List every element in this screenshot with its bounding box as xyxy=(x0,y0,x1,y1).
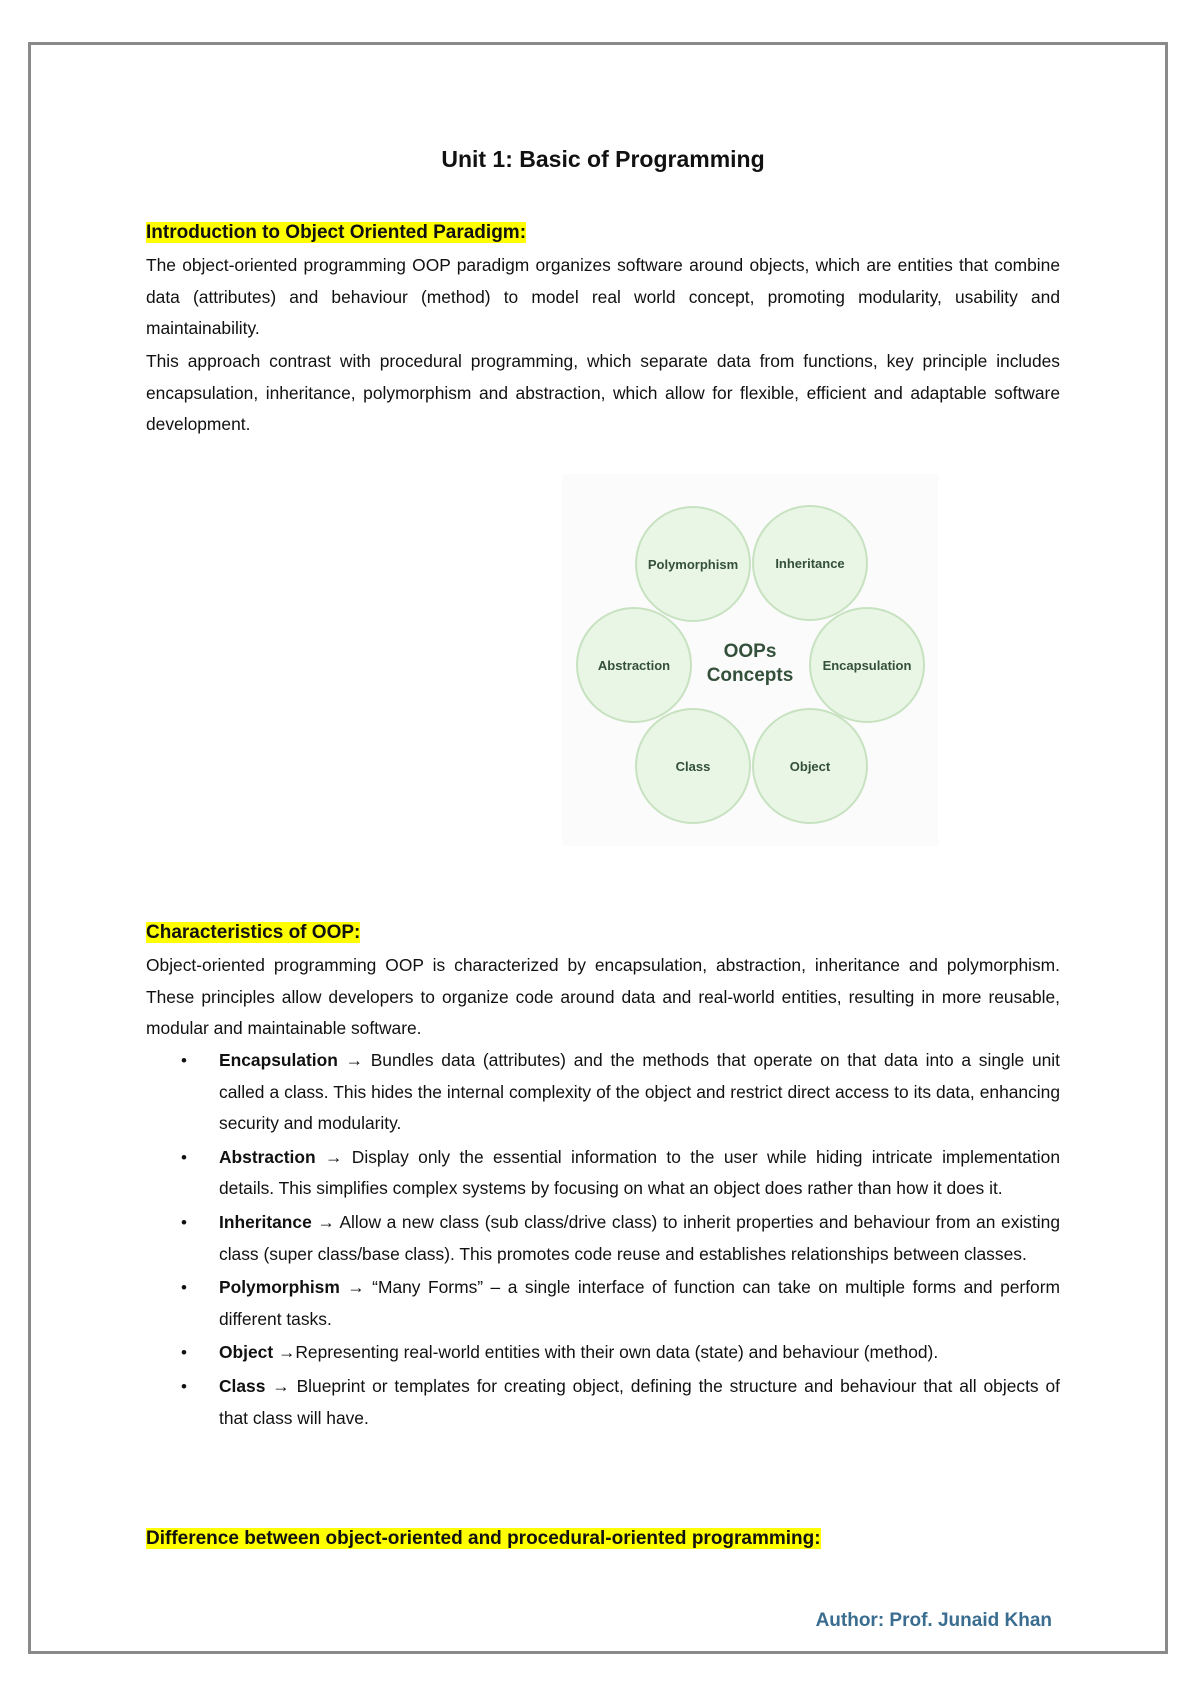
footer-author: Author: Prof. Junaid Khan xyxy=(815,1610,1052,1631)
intro-heading xyxy=(146,222,526,244)
bullet-glyph: • xyxy=(181,1051,187,1070)
bullet-text: → Allow a new class (sub class/drive class) to inherit properties and behaviour from an existing class (super class/base class). This promotes code reuse and establishes relationships between classes. xyxy=(219,1211,1060,1264)
bullet-text: → “Many Forms” – a single interface of function can take on multiple forms and perform different tasks. xyxy=(219,1277,1060,1329)
characteristics-heading-text: Characteristics of OOP: xyxy=(146,922,361,943)
intro-paragraph-1: The object-oriented programming OOP paradigm organizes software around objects, which are entities that combine data (attributes) and behaviour (method) to model real world concept, promoting modularity, usability and maintainability. xyxy=(146,255,1060,339)
node-label-polymorphism: Polymorphism xyxy=(647,557,739,572)
bullet-glyph: • xyxy=(181,1147,187,1167)
bullet-glyph: • xyxy=(181,1343,187,1363)
bullet-term: Object xyxy=(219,1342,274,1363)
circle-inheritance xyxy=(753,506,867,620)
difference-heading xyxy=(146,1528,821,1550)
bullet-glyph: • xyxy=(181,1212,187,1232)
circle-abstraction xyxy=(577,608,691,722)
center-label-line1: OOPs xyxy=(723,641,777,662)
node-label-abstraction: Abstraction xyxy=(597,658,671,673)
bullet-glyph: • xyxy=(181,1376,187,1396)
bullet-term: Polymorphism xyxy=(219,1277,340,1298)
page-title: Unit 1: Basic of Programming xyxy=(441,146,765,172)
bullet-glyph: • xyxy=(181,1278,187,1298)
list-item-inheritance xyxy=(146,1207,1060,1270)
node-label-inheritance: Inheritance xyxy=(775,556,845,571)
circle-encapsulation xyxy=(810,608,924,722)
circle-object xyxy=(753,709,867,823)
list-item-class xyxy=(146,1371,1060,1434)
oop-concepts-diagram xyxy=(562,474,938,846)
intro-heading-text: Introduction to Object Oriented Paradigm: xyxy=(146,222,527,243)
bullet-text: → Bundles data (attributes) and the methods that operate on that data into a single unit called a class. This hides the internal complexity of the object and restrict direct access to its data, enhancing security and modularity. xyxy=(219,1050,1060,1134)
bullet-term: Inheritance xyxy=(219,1211,312,1232)
characteristics-list xyxy=(146,1045,1060,1436)
list-item-polymorphism xyxy=(146,1272,1060,1335)
node-label-class: Class xyxy=(675,759,711,774)
bullet-text: → Blueprint or templates for creating object, defining the structure and behaviour that all objects of that class will have. xyxy=(219,1375,1060,1428)
characteristics-paragraph: Object-oriented programming OOP is characterized by encapsulation, abstraction, inheritance and polymorphism. These principles allow developers to organize code around data and real-world entities, resulting in more reusable, modular and maintainable software. xyxy=(146,955,1060,1039)
bullet-text: → Display only the essential information to the user while hiding intricate implementation details. This simplifies complex systems by focusing on what an object does rather than how it does it. xyxy=(219,1146,1060,1199)
bullet-term: Class xyxy=(219,1375,266,1396)
difference-heading-text: Difference between object-oriented and procedural-oriented programming: xyxy=(146,1528,821,1549)
oop-concepts-svg xyxy=(562,474,938,846)
node-label-encapsulation: Encapsulation xyxy=(822,658,912,673)
node-label-object: Object xyxy=(789,759,831,774)
list-item-encapsulation xyxy=(146,1045,1060,1140)
circle-polymorphism xyxy=(636,507,750,621)
center-label-line2: Concepts xyxy=(706,665,794,686)
list-item-abstraction xyxy=(146,1142,1060,1205)
bullet-term: Encapsulation xyxy=(219,1050,338,1070)
bullet-text: →Representing real-world entities with their own data (state) and behaviour (method). xyxy=(273,1342,939,1363)
list-item-object xyxy=(146,1337,1060,1369)
bullet-term: Abstraction xyxy=(219,1146,316,1167)
characteristics-heading xyxy=(146,922,360,944)
intro-paragraph-2: This approach contrast with procedural programming, which separate data from functions, key principle includes encapsulation, inheritance, polymorphism and abstraction, which allow for flexible, efficient and adaptable software development. xyxy=(146,351,1060,435)
circle-class xyxy=(636,709,750,823)
